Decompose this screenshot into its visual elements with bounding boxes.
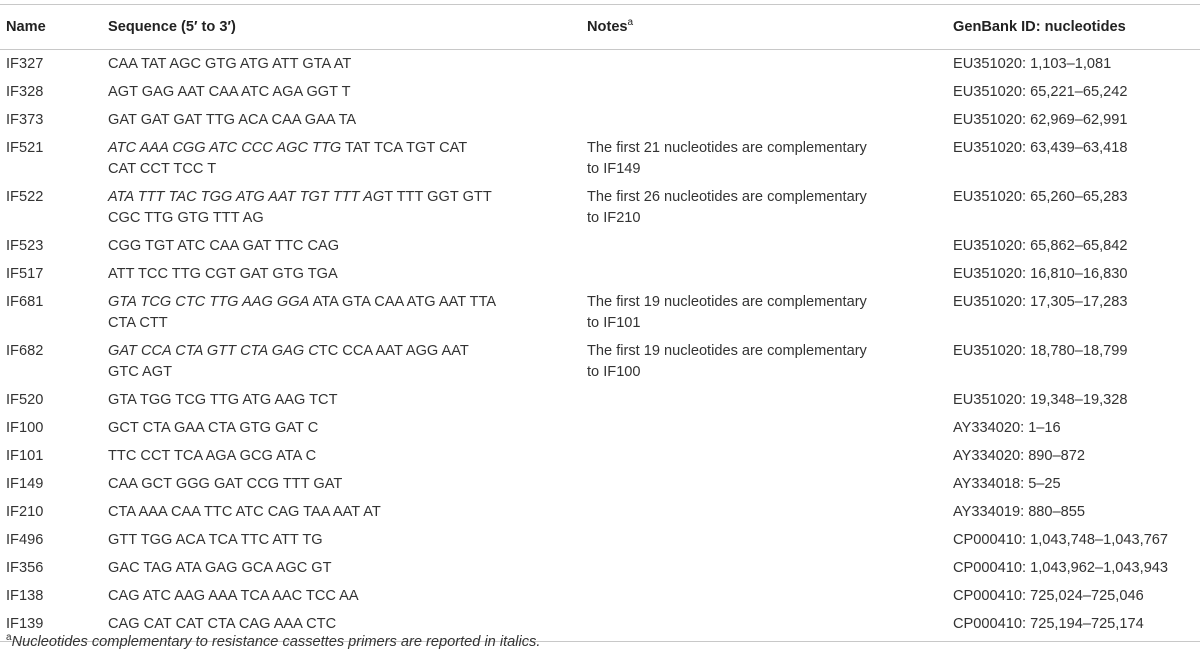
genbank-cell: EU351020: 18,780–18,799 (953, 343, 1128, 359)
header-notes (587, 5, 953, 50)
notes-text-line2: to IF149 (587, 161, 641, 177)
sequence-italic-part: GAT CCA CTA GTT CTA GAG C (108, 343, 319, 359)
table-row (0, 526, 1200, 554)
sequence-text-line2: CGC TTG GTG TTT AG (108, 210, 264, 226)
notes-cell (587, 232, 953, 260)
sequence-text: TTC CCT TCA AGA GCG ATA C (108, 448, 317, 464)
sequence-text: CAG CAT CAT CTA CAG AAA CTC (108, 616, 337, 632)
table-row (0, 498, 1200, 526)
sequence-cell (108, 526, 587, 554)
genbank-cell: EU351020: 1,103–1,081 (953, 56, 1112, 72)
table-row (0, 232, 1200, 260)
table-row (0, 386, 1200, 414)
sequence-italic-part: ATC AAA CGG ATC CCC AGC TTG (108, 140, 342, 156)
notes-cell (587, 442, 953, 470)
sequence-cell (108, 183, 587, 232)
primer-name-cell: IF100 (6, 420, 44, 436)
header-sequence: Sequence (5′ to 3′) (108, 5, 587, 50)
genbank-cell: CP000410: 725,024–725,046 (953, 588, 1144, 604)
genbank-cell: EU351020: 17,305–17,283 (953, 294, 1128, 310)
primer-name-cell: IF101 (6, 448, 44, 464)
table-row (0, 442, 1200, 470)
notes-cell (587, 470, 953, 498)
sequence-cell (108, 288, 587, 337)
primer-name-cell: IF149 (6, 476, 44, 492)
genbank-cell: CP000410: 1,043,748–1,043,767 (953, 532, 1169, 548)
sequence-cell (108, 50, 587, 79)
table-row (0, 414, 1200, 442)
sequence-cell (108, 442, 587, 470)
primer-name-cell: IF328 (6, 84, 44, 100)
footnote-marker: a (6, 632, 12, 643)
notes-text: The first 19 nucleotides are complementary (587, 294, 867, 310)
sequence-text: CAA TAT AGC GTG ATG ATT GTA AT (108, 56, 352, 72)
primer-name-cell: IF496 (6, 532, 44, 548)
sequence-text: ATT TCC TTG CGT GAT GTG TGA (108, 266, 338, 282)
sequence-italic-part: ATA TTT TAC TGG ATG AAT TGT TTT AG (108, 189, 385, 205)
sequence-cell (108, 260, 587, 288)
header-notes-label: Notes (587, 19, 628, 35)
sequence-cell (108, 582, 587, 610)
notes-cell (587, 337, 953, 386)
sequence-text: ATA GTA CAA ATG AAT TTA (309, 294, 497, 310)
notes-text-line2: to IF100 (587, 364, 641, 380)
genbank-cell: EU351020: 16,810–16,830 (953, 266, 1128, 282)
sequence-text-line2: CAT CCT TCC T (108, 161, 217, 177)
footnote-text: Nucleotides complementary to resistance cassettes primers are reported in italics. (11, 634, 541, 650)
notes-cell (587, 78, 953, 106)
sequence-cell (108, 554, 587, 582)
notes-cell (587, 106, 953, 134)
genbank-cell: EU351020: 19,348–19,328 (953, 392, 1128, 408)
notes-cell (587, 554, 953, 582)
sequence-text: GAT GAT GAT TTG ACA CAA GAA TA (108, 112, 357, 128)
sequence-text: CTA AAA CAA TTC ATC CAG TAA AAT AT (108, 504, 381, 520)
sequence-cell (108, 134, 587, 183)
table-row (0, 134, 1200, 183)
table-row (0, 106, 1200, 134)
sequence-cell (108, 337, 587, 386)
table-row (0, 260, 1200, 288)
sequence-cell (108, 386, 587, 414)
sequence-text: TAT TCA TGT CAT (341, 140, 468, 156)
genbank-cell: EU351020: 65,221–65,242 (953, 84, 1128, 100)
notes-cell (587, 498, 953, 526)
sequence-text: GCT CTA GAA CTA GTG GAT C (108, 420, 319, 436)
notes-cell (587, 414, 953, 442)
sequence-cell (108, 232, 587, 260)
notes-text: The first 19 nucleotides are complementary (587, 343, 867, 359)
table-row (0, 288, 1200, 337)
table-row (0, 337, 1200, 386)
primer-name-cell: IF682 (6, 343, 44, 359)
table-body (0, 50, 1200, 642)
sequence-text: AGT GAG AAT CAA ATC AGA GGT T (108, 84, 351, 100)
genbank-cell: AY334019: 880–855 (953, 504, 1086, 520)
primer-name-cell: IF520 (6, 392, 44, 408)
notes-text: The first 21 nucleotides are complementary (587, 140, 867, 156)
table-footnote (6, 634, 540, 650)
sequence-cell (108, 414, 587, 442)
genbank-cell: EU351020: 63,439–63,418 (953, 140, 1128, 156)
sequence-italic-part: GTA TCG CTC TTG AAG GGA (108, 294, 310, 310)
primer-name-cell: IF681 (6, 294, 44, 310)
primer-name-cell: IF138 (6, 588, 44, 604)
primer-name-cell: IF523 (6, 238, 44, 254)
notes-cell (587, 288, 953, 337)
primer-name-cell: IF356 (6, 560, 44, 576)
primer-name-cell: IF327 (6, 56, 44, 72)
notes-cell (587, 386, 953, 414)
sequence-text: GTA TGG TCG TTG ATG AAG TCT (108, 392, 338, 408)
notes-cell (587, 134, 953, 183)
notes-text: The first 26 nucleotides are complementary (587, 189, 867, 205)
sequence-text: GAC TAG ATA GAG GCA AGC GT (108, 560, 332, 576)
sequence-text: CAA GCT GGG GAT CCG TTT GAT (108, 476, 343, 492)
sequence-text: GTT TGG ACA TCA TTC ATT TG (108, 532, 323, 548)
header-genbank: GenBank ID: nucleotides (953, 5, 1200, 50)
table-row (0, 582, 1200, 610)
primer-name-cell: IF373 (6, 112, 44, 128)
genbank-cell: CP000410: 1,043,962–1,043,943 (953, 560, 1169, 576)
table-row (0, 78, 1200, 106)
header-row (0, 5, 1200, 50)
notes-cell (587, 183, 953, 232)
sequence-text: CGG TGT ATC CAA GAT TTC CAG (108, 238, 340, 254)
sequence-text-line2: CTA CTT (108, 315, 168, 331)
sequence-text-line2: GTC AGT (108, 364, 173, 380)
sequence-text: T TTT GGT GTT (384, 189, 492, 205)
notes-cell (587, 526, 953, 554)
primer-name-cell: IF521 (6, 140, 44, 156)
table-row (0, 50, 1200, 79)
header-notes-footnote-marker: a (627, 17, 634, 28)
genbank-cell: AY334018: 5–25 (953, 476, 1061, 492)
genbank-cell: AY334020: 890–872 (953, 448, 1086, 464)
notes-text-line2: to IF101 (587, 315, 641, 331)
primer-name-cell: IF139 (0, 610, 108, 642)
header-name: Name (0, 5, 108, 50)
notes-cell (587, 582, 953, 610)
table-row (0, 470, 1200, 498)
table-row (0, 183, 1200, 232)
primer-name-cell: IF210 (6, 504, 44, 520)
notes-cell (587, 50, 953, 79)
primer-name-cell: IF517 (6, 266, 44, 282)
primer-table-container (0, 4, 1200, 642)
genbank-cell: EU351020: 65,862–65,842 (953, 238, 1128, 254)
sequence-cell (108, 78, 587, 106)
genbank-cell: EU351020: 65,260–65,283 (953, 189, 1128, 205)
sequence-text: TC CCA AAT AGG AAT (318, 343, 469, 359)
table-header (0, 5, 1200, 50)
genbank-cell: CP000410: 725,194–725,174 (953, 610, 1200, 642)
table-row (0, 554, 1200, 582)
sequence-cell (108, 498, 587, 526)
genbank-cell: AY334020: 1–16 (953, 420, 1061, 436)
sequence-cell (108, 106, 587, 134)
notes-cell (587, 610, 953, 642)
sequence-cell (108, 470, 587, 498)
primer-name-cell: IF522 (6, 189, 44, 205)
sequence-text: CAG ATC AAG AAA TCA AAC TCC AA (108, 588, 359, 604)
notes-text-line2: to IF210 (587, 210, 641, 226)
notes-cell (587, 260, 953, 288)
genbank-cell: EU351020: 62,969–62,991 (953, 112, 1128, 128)
primer-table (0, 4, 1200, 642)
